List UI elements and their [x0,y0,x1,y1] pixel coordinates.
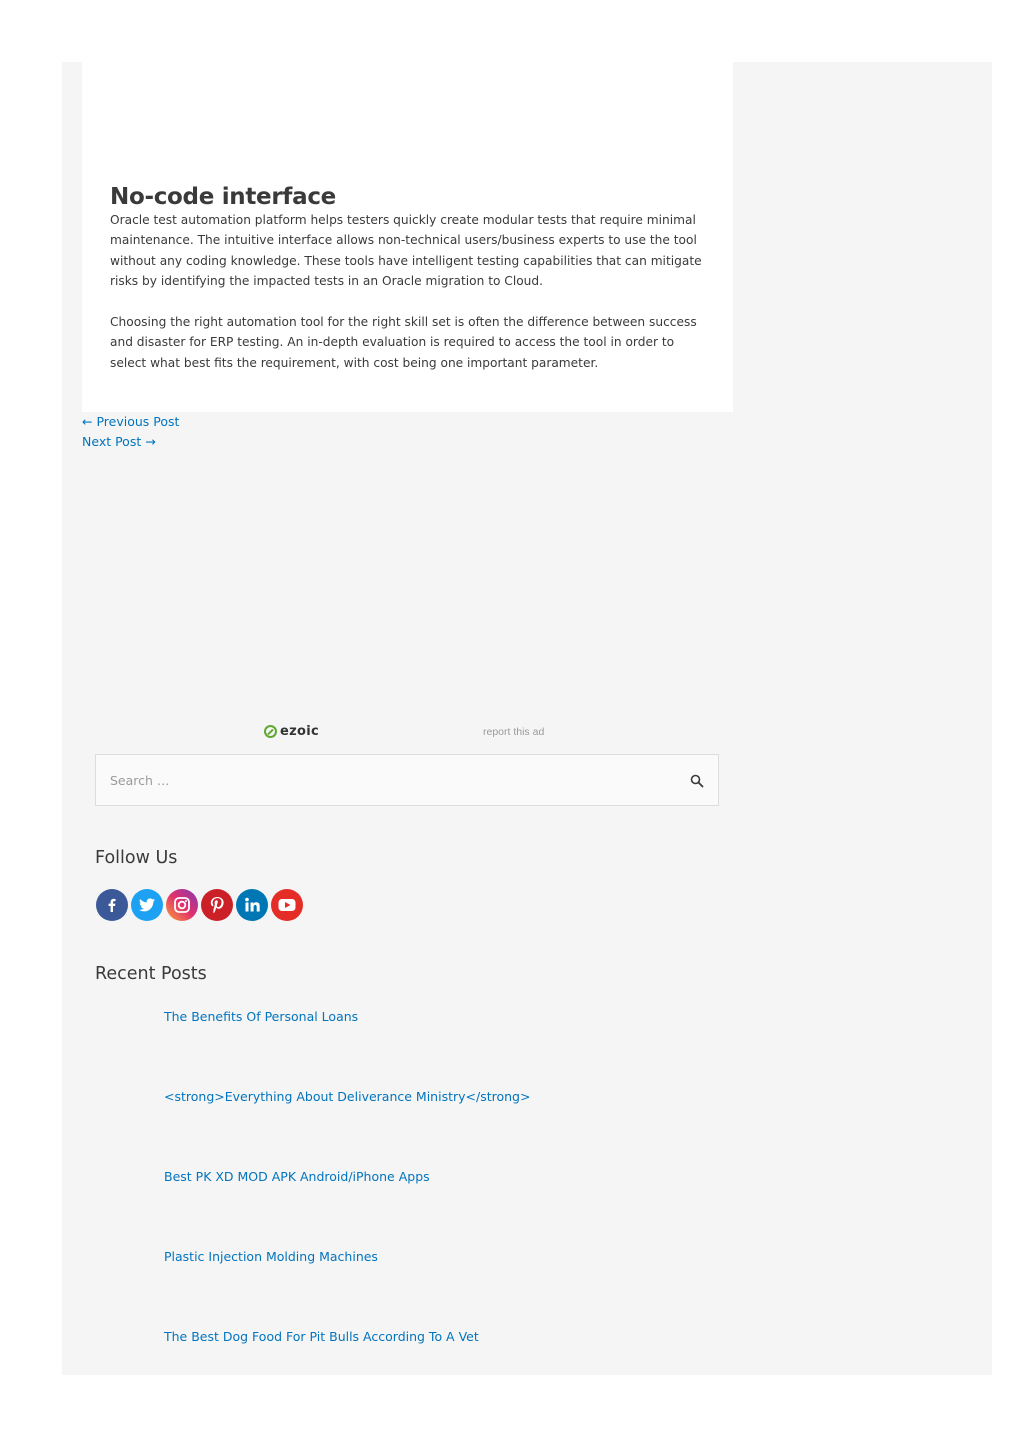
article-heading: No-code interface [110,184,336,210]
twitter-icon[interactable] [131,889,163,921]
previous-post-link[interactable]: ← Previous Post [82,414,180,429]
ezoic-brand-text: ezoic [280,724,319,739]
linkedin-icon[interactable] [236,889,268,921]
ezoic-logo[interactable] [264,724,319,739]
pinterest-icon[interactable] [201,889,233,921]
recent-post-link[interactable]: The Benefits Of Personal Loans [164,1009,359,1024]
next-post-link[interactable]: Next Post → [82,434,156,449]
recent-post-link[interactable]: Plastic Injection Molding Machines [164,1249,378,1264]
youtube-icon[interactable] [271,889,303,921]
recent-post-link[interactable]: The Best Dog Food For Pit Bulls According To A Vet [164,1329,479,1344]
article-paragraph: Choosing the right automation tool for the right skill set is often the difference between success and disaster for ERP testing. An in-depth evaluation is required to access the tool in order to select what best fits the requirement, with cost being one important parameter. [110,315,697,370]
search-form [95,754,719,806]
follow-us-title: Follow Us [95,848,178,868]
ezoic-leaf-icon [264,725,277,738]
article-paragraph: Oracle test automation platform helps testers quickly create modular tests that require minimal maintenance. The intuitive interface allows non-technical users/business experts to use the tool without any coding knowledge. These tools have intelligent testing capabilities that can mitigate risks by identifying the impacted tests in an Oracle migration to Cloud. [110,213,702,288]
social-icons [96,889,303,921]
search-icon[interactable] [690,773,704,787]
recent-post-link[interactable]: <strong>Everything About Deliverance Ministry</strong> [164,1089,531,1104]
instagram-icon[interactable] [166,889,198,921]
recent-posts-title: Recent Posts [95,964,207,984]
report-ad-link[interactable]: report this ad [483,726,545,738]
recent-post-link[interactable]: Best PK XD MOD APK Android/iPhone Apps [164,1169,430,1184]
ad-footer [0,724,1024,744]
search-input[interactable] [96,755,676,805]
facebook-icon[interactable] [96,889,128,921]
